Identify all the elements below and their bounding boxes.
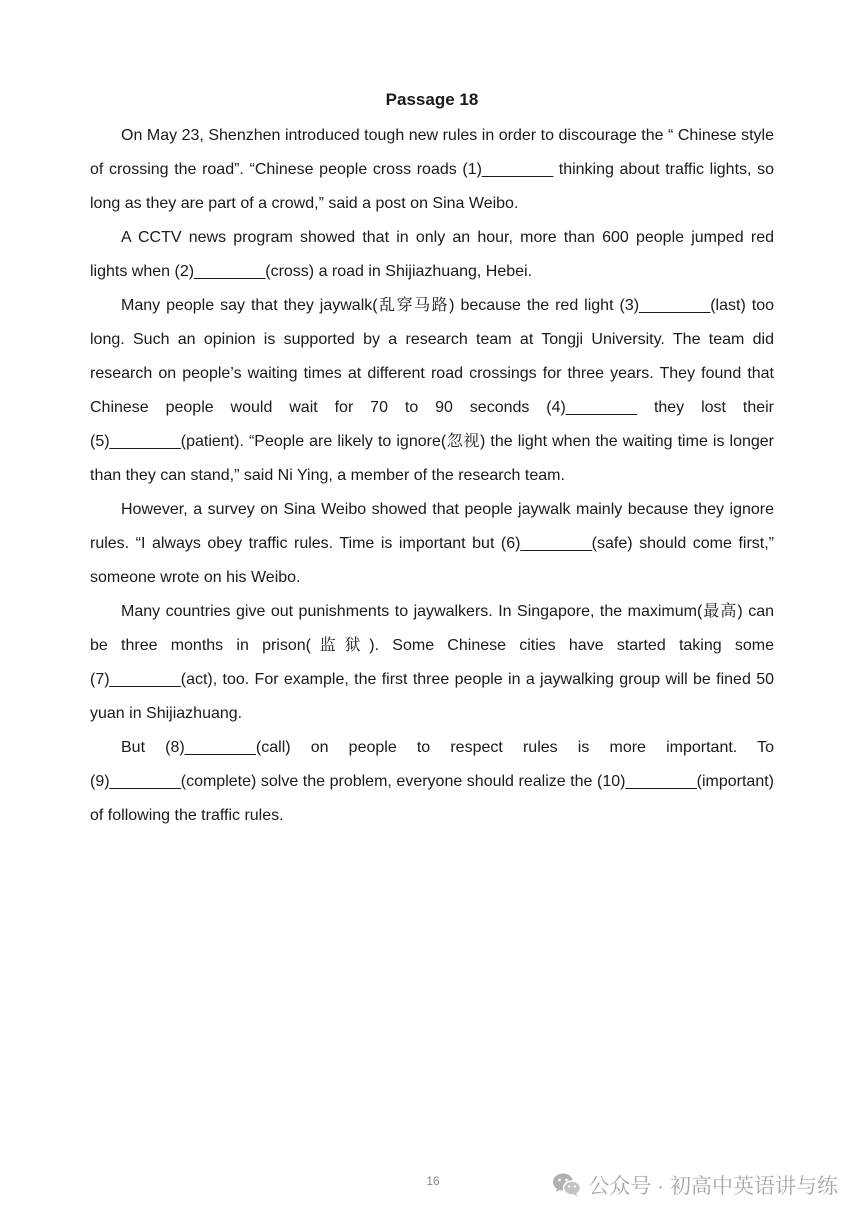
paragraph-1: On May 23, Shenzhen introduced tough new rules in order to discourage the “ Chinese style of crossing the road”. “Chinese people cross roads (1)________ thinking about traffic lights, so long as they are part of a crowd,” said a post on Sina Weibo. bbox=[90, 127, 774, 212]
paragraph-4: However, a survey on Sina Weibo showed that people jaywalk mainly because they ignore rules. “I always obey traffic rules. Time is important but (6)________(safe) should come first,” someone wrote on his Weibo. bbox=[90, 501, 774, 586]
passage-body bbox=[90, 119, 774, 833]
paragraph-6: But (8)________(call) on people to respect rules is more important. To (9)________(complete) solve the problem, everyone should realize the (10)________(important) of following the traffic rules. bbox=[90, 739, 774, 824]
page-number: 16 bbox=[426, 1174, 440, 1188]
wechat-icon bbox=[552, 1172, 582, 1198]
paragraph-5: Many countries give out punishments to jaywalkers. In Singapore, the maximum(最高) can be three months in prison(监狱). Some Chinese cities have started taking some (7)________(act), too. For example, the first three people in a jaywalking group will be fined 50 yuan in Shijiazhuang. bbox=[90, 603, 774, 722]
wechat-watermark bbox=[552, 1170, 838, 1200]
watermark-text: 公众号 · 初高中英语讲与练 bbox=[588, 1175, 838, 1198]
paragraph-2: A CCTV news program showed that in only an hour, more than 600 people jumped red lights when (2)________(cross) a road in Shijiazhuang, Hebei. bbox=[90, 229, 774, 280]
passage-title: Passage 18 bbox=[385, 90, 479, 109]
paragraph-3: Many people say that they jaywalk(乱穿马路) because the red light (3)________(last) too long. Such an opinion is supported by a research team at Tongji University. The team did research on people’s waiting times at different road crossings for three years. They found that Chinese people would wait for 70 to 90 seconds (4)________ they lost their (5)________(patient). “People are likely to ignore(忽视) the light when the waiting time is longer than they can stand,” said Ni Ying, a member of the research team. bbox=[90, 297, 774, 484]
